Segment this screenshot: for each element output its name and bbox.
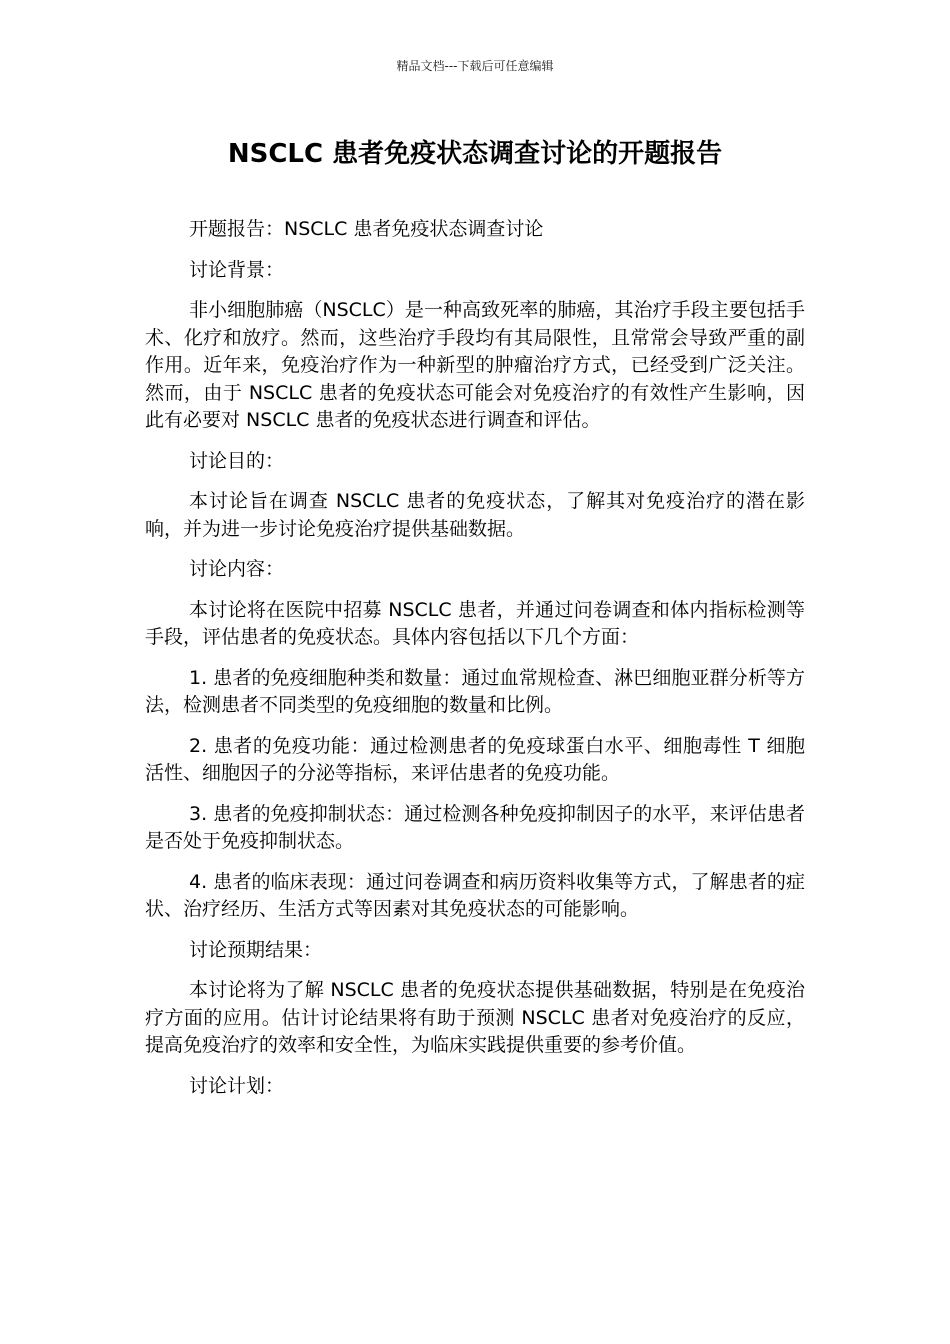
plan-heading: 讨论计划： xyxy=(189,1074,285,1097)
content-paragraph: 本讨论将在医院中招募 NSCLC 患者，并通过问卷调查和体内指标检测等手段，评估患者的免疫状态。具体内容包括以下几个方面： xyxy=(145,598,805,648)
expected-paragraph: 本讨论将为了解 NSCLC 患者的免疫状态提供基础数据，特别是在免疫治疗方面的应用。估计讨论结果将有助于预测 NSCLC 患者对免疫治疗的反应，提高免疫治疗的效率和安全性，为临床实践提供重要的参考价值。 xyxy=(145,979,805,1056)
expected-heading: 讨论预期结果： xyxy=(189,938,323,961)
content-heading: 讨论内容： xyxy=(189,558,285,580)
page-header-note: 精品文档---下载后可任意编辑 xyxy=(396,59,554,73)
content-item-3: 3. 患者的免疫抑制状态：通过检测各种免疫抑制因子的水平，来评估患者是否处于免疫抑制状态。 xyxy=(145,802,805,852)
content-item-1: 1. 患者的免疫细胞种类和数量：通过血常规检查、淋巴细胞亚群分析等方法，检测患者不同类型的免疫细胞的数量和比例。 xyxy=(145,666,805,716)
document-title: NSCLC 患者免疫状态调查讨论的开题报告 xyxy=(227,139,723,169)
content-item-4: 4. 患者的临床表现：通过问卷调查和病历资料收集等方式，了解患者的症状、治疗经历、生活方式等因素对其免疫状态的可能影响。 xyxy=(145,870,805,920)
purpose-paragraph: 本讨论旨在调查 NSCLC 患者的免疫状态，了解其对免疫治疗的潜在影响，并为进一步讨论免疫治疗提供基础数据。 xyxy=(145,490,805,540)
content-item-2: 2. 患者的免疫功能：通过检测患者的免疫球蛋白水平、细胞毒性 T 细胞活性、细胞因子的分泌等指标，来评估患者的免疫功能。 xyxy=(145,734,805,784)
background-heading: 讨论背景： xyxy=(189,258,285,281)
document-body xyxy=(145,216,805,1113)
purpose-heading: 讨论目的： xyxy=(189,449,285,472)
intro-line: 开题报告：NSCLC 患者免疫状态调查讨论 xyxy=(189,218,544,240)
background-paragraph: 非小细胞肺癌（NSCLC）是一种高致死率的肺癌，其治疗手段主要包括手术、化疗和放疗。然而，这些治疗手段均有其局限性，且常常会导致严重的副作用。近年来，免疫治疗作为一种新型的肿瘤治疗方式，已经受到广泛关注。然而，由于 NSCLC 患者的免疫状态可能会对免疫治疗的有效性产生影响，因此有必要对 NSCLC 患者的免疫状态进行调查和评估。 xyxy=(145,299,805,431)
